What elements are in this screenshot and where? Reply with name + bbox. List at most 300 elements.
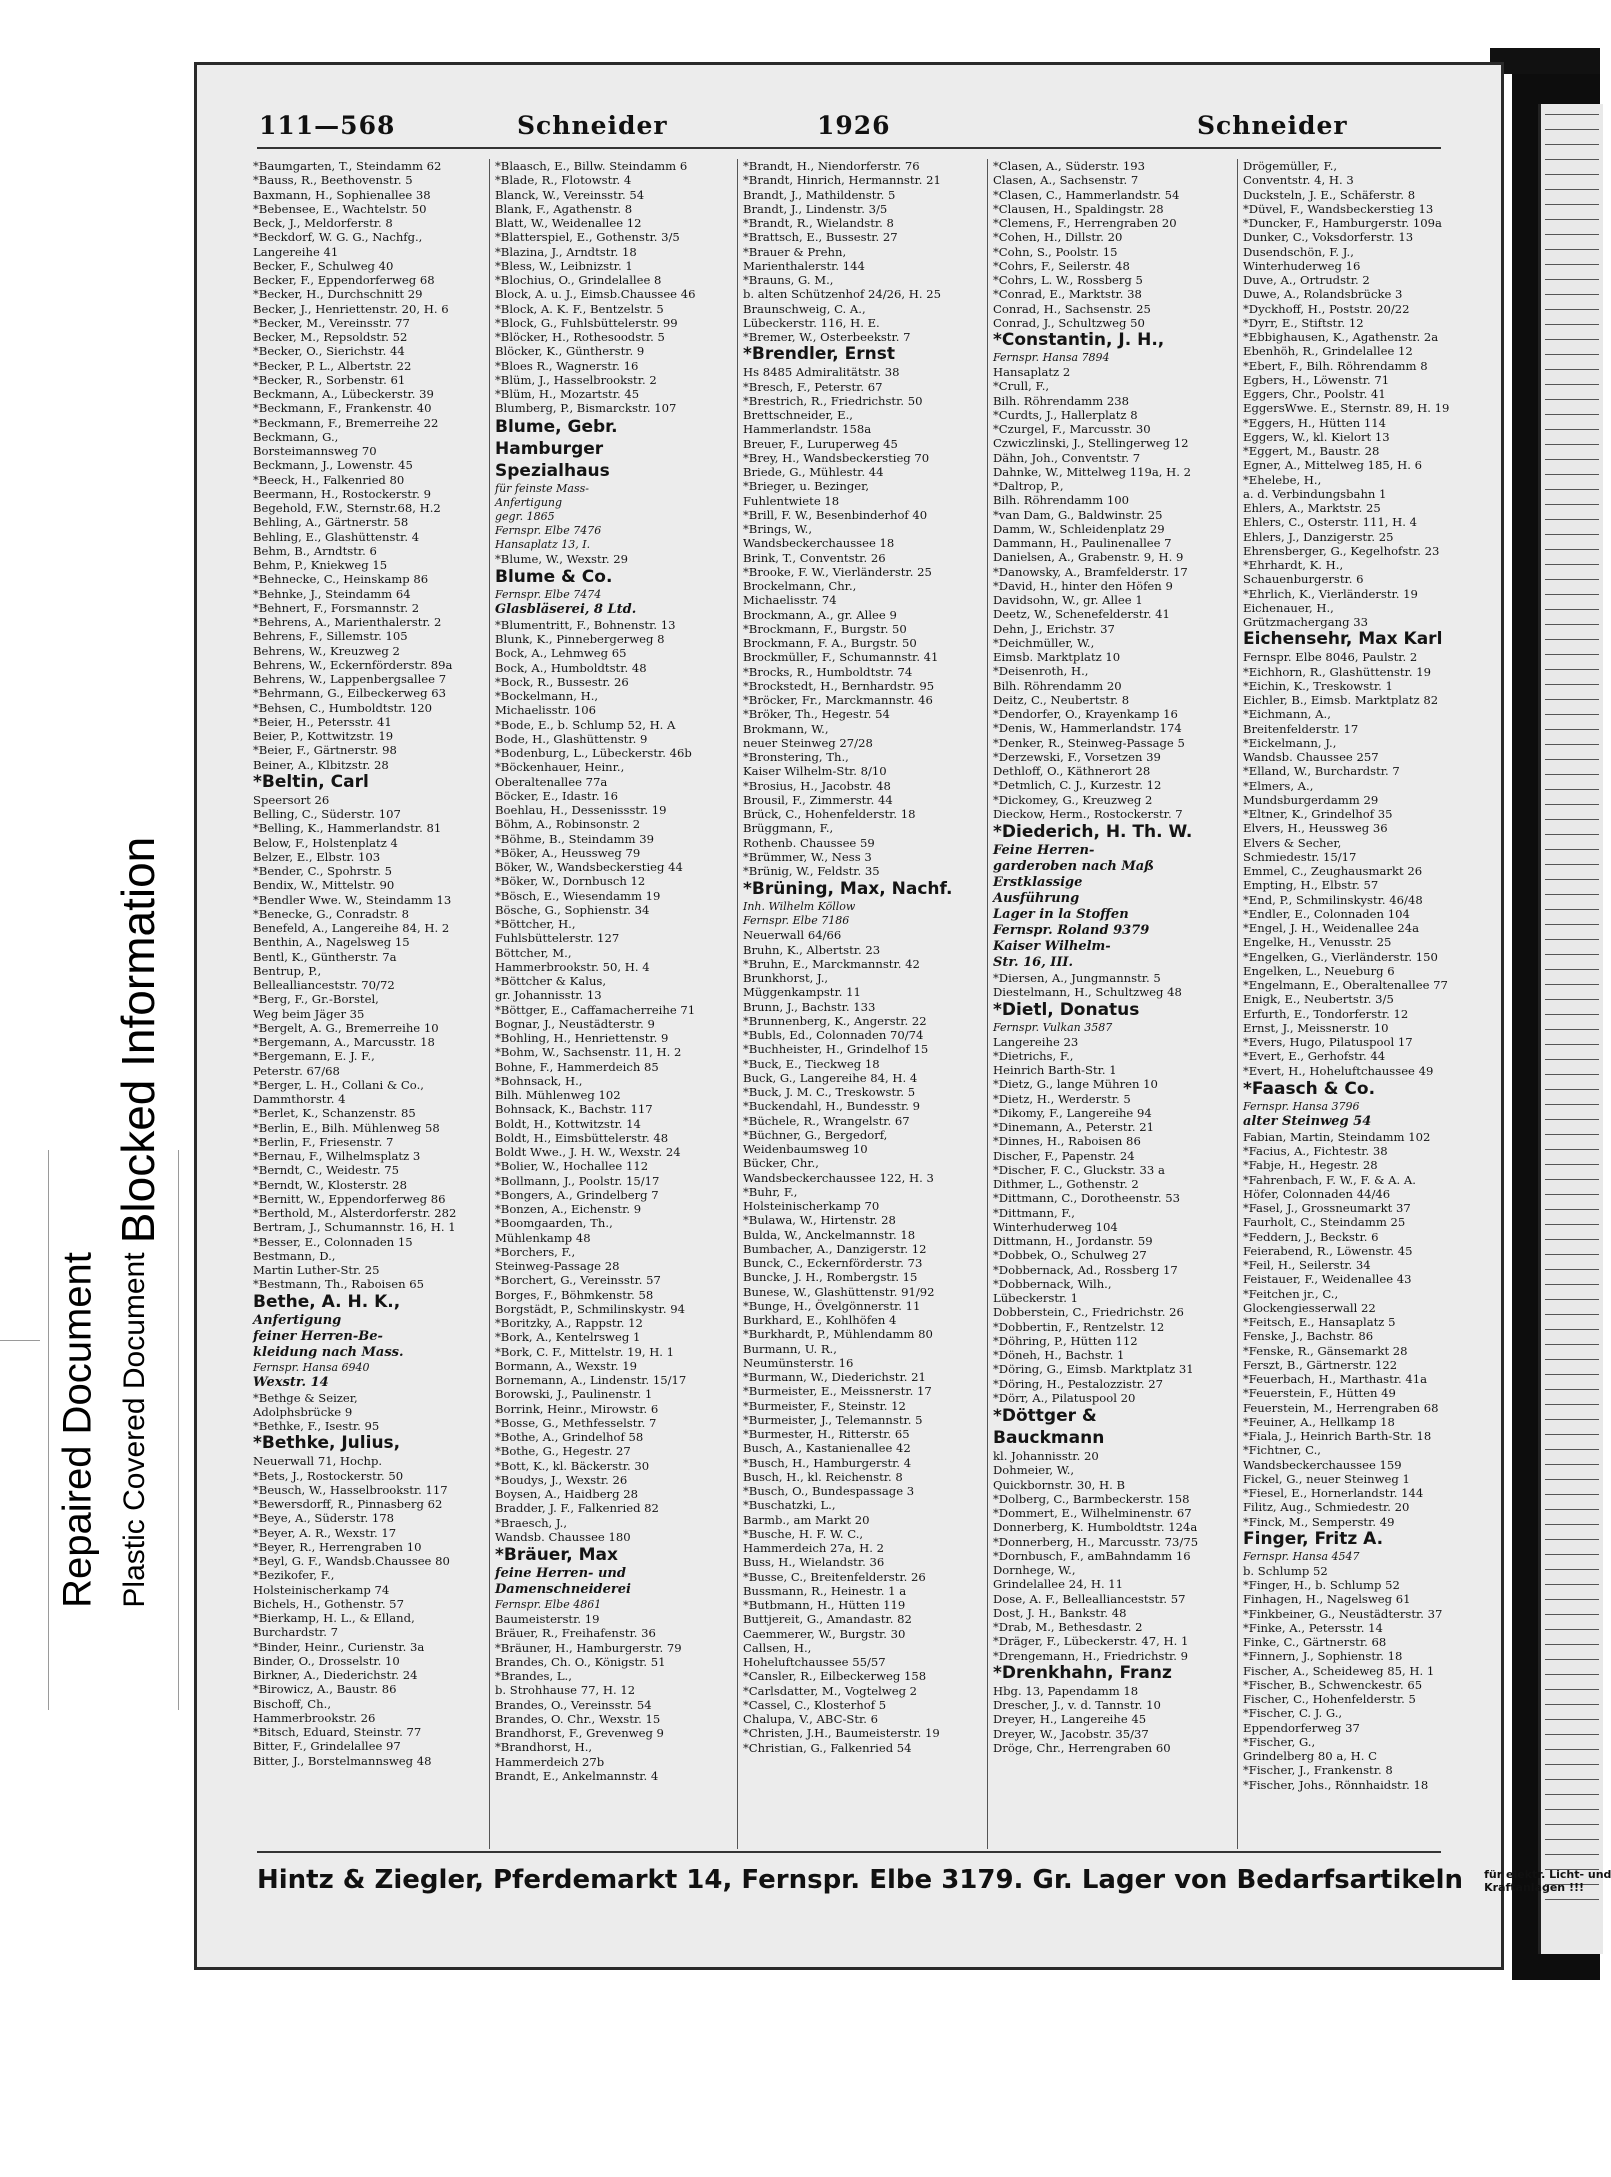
directory-entry: Brandt, J., Mathildenstr. 5 <box>743 187 896 202</box>
adjacent-text-line <box>1545 174 1599 175</box>
directory-entry: Buncke, J. H., Rombergstr. 15 <box>743 1270 918 1285</box>
directory-entry: Hansaplatz 13, I. <box>495 537 591 551</box>
directory-entry: Bösche, G., Sophienstr. 34 <box>495 902 650 917</box>
directory-entry: *Döring, H., Pestalozzistr. 27 <box>993 1376 1164 1391</box>
adjacent-text-line <box>1545 519 1599 520</box>
directory-entry: Feierabend, R., Löwenstr. 45 <box>1243 1243 1413 1258</box>
directory-entry: Bitter, J., Borstelmannsweg 48 <box>253 1753 432 1768</box>
directory-entry: Becker, F., Schulweg 40 <box>253 258 394 273</box>
directory-entry: *Bergemann, E. J. F., <box>253 1049 375 1064</box>
directory-entry: Fernspr. Hansa 6940 <box>253 1360 370 1374</box>
directory-entry: kl. Johannisstr. 20 <box>993 1449 1099 1463</box>
directory-entry: Brück, C., Hohenfelderstr. 18 <box>743 807 916 821</box>
directory-entry: *Döring, G., Eimsb. Marktplatz 31 <box>993 1362 1194 1377</box>
directory-entry: *Conrad, E., Marktstr. 38 <box>993 287 1142 302</box>
directory-entry: *Eggers, H., Hütten 114 <box>1243 415 1387 430</box>
adjacent-text-line <box>1545 159 1599 160</box>
directory-entry: Boldt Wwe., J. H. W., Wexstr. 24 <box>495 1145 681 1159</box>
directory-entry: Egbers, H., Löwenstr. 71 <box>1243 372 1390 387</box>
directory-entry: Danielsen, A., Grabenstr. 9, H. 9 <box>993 550 1184 565</box>
directory-entry: *Birowicz, A., Baustr. 86 <box>253 1682 397 1697</box>
directory-entry: *Böttcher, H., <box>495 917 576 931</box>
directory-entry: *Finkbeiner, G., Neustädterstr. 37 <box>1243 1606 1443 1621</box>
directory-entry: *Brocks, R., Humboldtstr. 74 <box>743 664 913 679</box>
directory-entry: Lübeckerstr. 1 <box>993 1291 1078 1305</box>
directory-entry: Neumünsterstr. 16 <box>743 1355 854 1370</box>
directory-entry: *Danowsky, A., Bramfelderstr. 17 <box>993 564 1188 579</box>
directory-entry: Kaiser Wilhelm- <box>993 939 1111 954</box>
directory-entry: *Cohrs, L. W., Rossberg 5 <box>993 273 1143 287</box>
directory-entry: *Ebbighausen, K., Agathenstr. 2a <box>1243 330 1439 344</box>
directory-entry: *Brunnenberg, K., Angerstr. 22 <box>743 1013 927 1028</box>
adjacent-text-line <box>1545 1749 1599 1750</box>
directory-entry: *Ebert, F., Bilh. Röhrendamm 8 <box>1243 358 1428 373</box>
directory-entry: Steinweg-Passage 28 <box>495 1259 620 1273</box>
directory-entry: *Evers, Hugo, Pilatuspool 17 <box>1243 1035 1413 1049</box>
directory-entry: *David, H., hinter den Höfen 9 <box>993 578 1173 593</box>
directory-entry: Hbg. 13, Papendamm 18 <box>993 1683 1139 1698</box>
directory-entry: Diestelmann, H., Schultzweg 48 <box>993 985 1182 1000</box>
directory-entry: *Bets, J., Rostockerstr. 50 <box>253 1468 404 1483</box>
directory-entry: *Butbmann, H., Hütten 119 <box>743 1598 906 1612</box>
directory-entry: Brunkhorst, J., <box>743 971 829 985</box>
directory-entry: Begehold, F.W., Sternstr.68, H.2 <box>253 501 441 515</box>
directory-entry: *Döttger & <box>993 1406 1097 1426</box>
directory-entry: Bräuer, R., Freihafenstr. 36 <box>495 1626 656 1641</box>
adjacent-text-line <box>1545 1059 1599 1060</box>
directory-entry: Hoheluftchaussee 55/57 <box>743 1655 886 1669</box>
directory-entry: *Böckenhauer, Heinr., <box>495 760 625 775</box>
directory-entry: *Behrmann, G., Eilbeckerweg 63 <box>253 686 447 701</box>
adjacent-text-line <box>1545 1704 1599 1705</box>
directory-entry: Eggers, W., kl. Kielort 13 <box>1243 429 1390 444</box>
directory-entry: *Becker, H., Durchschnitt 29 <box>253 287 423 302</box>
directory-entry: Dittmann, H., Jordanstr. 59 <box>993 1234 1153 1248</box>
directory-entry: *Cansler, R., Eilbeckerweg 158 <box>743 1669 927 1684</box>
adjacent-text-line <box>1545 1824 1599 1825</box>
adjacent-text-line <box>1545 1269 1599 1270</box>
adjacent-text-line <box>1545 1899 1599 1900</box>
directory-entry: Feistauer, F., Weidenallee 43 <box>1243 1272 1412 1287</box>
directory-entry: Bilh. Röhrendamm 100 <box>993 493 1129 508</box>
directory-entry: *Burmeister, J., Telemannstr. 5 <box>743 1412 923 1427</box>
directory-entry: Block, A. u. J., Eimsb.Chaussee 46 <box>495 287 696 302</box>
running-head-right: Schneider <box>1197 111 1348 140</box>
directory-entry: *Brill, F. W., Besenbinderhof 40 <box>743 507 928 522</box>
directory-entry: Bichels, H., Gothenstr. 57 <box>253 1596 404 1611</box>
adjacent-text-line <box>1545 669 1599 670</box>
directory-entry: Dose, A. F., Belleallianceststr. 57 <box>993 1591 1186 1606</box>
directory-entry: Bertram, J., Schumannstr. 16, H. 1 <box>253 1220 456 1235</box>
directory-entry: *Fiesel, E., Hornerlandstr. 144 <box>1243 1486 1424 1500</box>
directory-entry: Borges, F., Böhmkenstr. 58 <box>495 1287 654 1302</box>
directory-entry: Behrens, W., Lappenbergsallee 7 <box>253 672 447 686</box>
directory-entry: Bumbacher, A., Danzigerstr. 12 <box>743 1241 927 1256</box>
directory-entry: Wandsbeckerchaussee 122, H. 3 <box>743 1170 934 1185</box>
directory-entry: *Derzewski, F., Vorsetzen 39 <box>993 749 1161 764</box>
directory-entry: Eppendorferweg 37 <box>1243 1720 1360 1735</box>
directory-entry: Dammann, H., Paulinenallee 7 <box>993 536 1172 550</box>
directory-entry: Langereihe 23 <box>993 1034 1079 1049</box>
directory-entry: Blunk, K., Pinnebergerweg 8 <box>495 632 665 646</box>
directory-entry: *Bergemann, A., Marcusstr. 18 <box>253 1035 435 1049</box>
directory-entry: Glockengiesserwall 22 <box>1243 1300 1376 1315</box>
adjacent-text-line <box>1545 864 1599 865</box>
adjacent-text-line <box>1545 744 1599 745</box>
directory-entry: Fernspr. Elbe 4861 <box>495 1598 602 1611</box>
directory-entry: Borrink, Heinr., Mirowstr. 6 <box>495 1401 659 1416</box>
directory-entry: *Beckmann, F., Frankenstr. 40 <box>253 401 432 416</box>
directory-entry: *Döneh, H., Bachstr. 1 <box>993 1348 1125 1362</box>
directory-entry: *Clemens, F., Herrengraben 20 <box>993 216 1177 230</box>
directory-entry: Binder, O., Drosselstr. 10 <box>253 1653 400 1668</box>
directory-entry: *Buchheister, H., Grindelhof 15 <box>743 1042 929 1057</box>
directory-entry: Belling, C., Süderstr. 107 <box>253 807 401 821</box>
directory-entry: *Baumgarten, T., Steindamm 62 <box>253 159 442 173</box>
directory-entry: Clasen, A., Sachsenstr. 7 <box>993 173 1139 188</box>
adjacent-text-line <box>1545 1644 1599 1645</box>
directory-entry: *Berlin, E., Bilh. Mühlenweg 58 <box>253 1120 440 1135</box>
adjacent-text-line <box>1545 834 1599 835</box>
directory-entry: Behm, P., Kniekweg 15 <box>253 558 388 572</box>
directory-entry: *Bless, W., Leibnizstr. 1 <box>495 258 633 273</box>
directory-entry: Bilh. Mühlenweg 102 <box>495 1088 621 1102</box>
directory-entry: feine Herren- und <box>495 1566 626 1581</box>
directory-entry: *Blazina, J., Arndtstr. 18 <box>495 244 637 259</box>
adjacent-text-line <box>1545 1044 1599 1045</box>
directory-entry: Speersort 26 <box>253 792 330 807</box>
adjacent-text-line <box>1545 1314 1599 1315</box>
directory-entry: *Duncker, F., Hamburgerstr. 109a <box>1243 216 1442 230</box>
directory-entry: *Bubls, Ed., Colonnaden 70/74 <box>743 1028 924 1042</box>
directory-entry: *Dittmann, F., <box>993 1205 1075 1220</box>
adjacent-text-line <box>1545 969 1599 970</box>
adjacent-page-edge <box>1512 74 1600 1980</box>
directory-entry: *Denis, W., Hammerlandstr. 174 <box>993 721 1182 736</box>
directory-entry: Barmb., am Markt 20 <box>743 1512 870 1527</box>
directory-entry: *Beckmann, F., Bremerreihe 22 <box>253 415 439 430</box>
directory-entry: Langereihe 41 <box>253 244 339 259</box>
directory-entry: Ebenhöh, R., Grindelallee 12 <box>1243 344 1413 359</box>
directory-entry: Dobberstein, C., Friedrichstr. 26 <box>993 1305 1184 1320</box>
directory-entry: *Binder, Heinr., Curienstr. 3a <box>253 1639 425 1654</box>
directory-entry: *Brandes, L., <box>495 1669 572 1683</box>
directory-entry: *Dobbertin, F., Rentzelstr. 12 <box>993 1319 1165 1334</box>
directory-entry: *Ehrhardt, K. H., <box>1243 558 1344 572</box>
directory-entry: Enigk, E., Neubertstr. 3/5 <box>1243 992 1394 1007</box>
directory-entry: *Fiala, J., Heinrich Barth-Str. 18 <box>1243 1429 1432 1443</box>
directory-entry: *Becker, R., Sorbenstr. 61 <box>253 372 406 387</box>
adjacent-text-line <box>1545 1089 1599 1090</box>
directory-entry: Busch, A., Kastanienallee 42 <box>743 1441 911 1456</box>
directory-entry: *Bork, A., Kentelrsweg 1 <box>495 1330 641 1345</box>
directory-entry: *Bernau, F., Wilhelmsplatz 3 <box>253 1149 421 1163</box>
directory-entry: feiner Herren-Be- <box>253 1328 383 1344</box>
directory-entry: gegr. 1865 <box>495 509 555 523</box>
directory-entry: Rothenb. Chaussee 59 <box>743 835 875 850</box>
directory-entry: *Boomgaarden, Th., <box>495 1216 613 1231</box>
directory-entry: Eimsb. Marktplatz 10 <box>993 650 1121 664</box>
footer-rule <box>257 1851 1441 1853</box>
directory-entry: *Eltner, K., Grindelhof 35 <box>1243 807 1393 821</box>
directory-entry: Braunschweig, C. A., <box>743 301 866 316</box>
directory-entry: *Blüm, J., Hasselbrookstr. 2 <box>495 372 657 387</box>
directory-entry: Dithmer, L., Gothenstr. 2 <box>993 1177 1139 1191</box>
directory-entry: Drescher, J., v. d. Tannstr. 10 <box>993 1698 1161 1712</box>
directory-entry: *Cohn, S., Poolstr. 15 <box>993 244 1118 259</box>
directory-entry: Egner, A., Mittelweg 185, H. 6 <box>1243 458 1422 473</box>
directory-entry: Fuhlentwiete 18 <box>743 493 840 508</box>
directory-entry: *Berlin, F., Friesenstr. 7 <box>253 1134 394 1149</box>
directory-entry: Caemmerer, W., Burgstr. 30 <box>743 1626 906 1641</box>
adjacent-text-line <box>1545 114 1599 115</box>
adjacent-text-line <box>1545 309 1599 310</box>
adjacent-text-line <box>1545 1299 1599 1300</box>
directory-entry: Conrad, J., Schultzweg 50 <box>993 315 1145 330</box>
directory-entry: *Bothe, G., Hegestr. 27 <box>495 1444 631 1459</box>
directory-entry: *Bröker, Th., Hegestr. 54 <box>743 707 890 722</box>
directory-entry: Behm, B., Arndtstr. 6 <box>253 543 377 558</box>
adjacent-text-line <box>1545 1149 1599 1150</box>
adjacent-text-line <box>1545 999 1599 1000</box>
adjacent-text-line <box>1545 1689 1599 1690</box>
directory-entry: Dieckow, Herm., Rostockerstr. 7 <box>993 806 1183 821</box>
adjacent-text-line <box>1545 1569 1599 1570</box>
directory-entry: Brandes, O. Chr., Wexstr. 15 <box>495 1711 661 1726</box>
directory-entry: *Brattsch, E., Bussestr. 27 <box>743 230 898 245</box>
footer-small-line-2: Kraftanlagen !!! <box>1484 1880 1585 1894</box>
directory-entry: Burmann, U. R., <box>743 1341 837 1356</box>
directory-entry: kleidung nach Mass. <box>253 1344 404 1360</box>
directory-entry: *Dobbernack, Ad., Rossberg 17 <box>993 1262 1178 1277</box>
adjacent-text-line <box>1545 1134 1599 1135</box>
directory-entry: Bentrup, P., <box>253 963 322 978</box>
adjacent-text-line <box>1545 249 1599 250</box>
directory-entry: Martin Luther-Str. 25 <box>253 1263 380 1277</box>
directory-entry: Erfurth, E., Tondorferstr. 12 <box>1243 1006 1409 1021</box>
adjacent-text-line <box>1545 609 1599 610</box>
directory-entry: Schmiedestr. 15/17 <box>1243 849 1357 864</box>
directory-entry: *Drengemann, H., Friedrichstr. 9 <box>993 1648 1189 1663</box>
directory-entry: *Borchers, F., <box>495 1244 576 1259</box>
directory-entry: *Bohling, H., Henriettenstr. 9 <box>495 1031 669 1045</box>
adjacent-text-line <box>1545 489 1599 490</box>
directory-entry: *Berlet, K., Schanzenstr. 85 <box>253 1106 416 1121</box>
directory-entry: *Finnern, J., Sophienstr. 18 <box>1243 1649 1403 1664</box>
directory-entry: *Finke, A., Petersstr. 14 <box>1243 1620 1383 1635</box>
directory-entry: Wandsb. Chaussee 257 <box>1243 750 1379 764</box>
directory-entry: *Dickomey, G., Kreuzweg 2 <box>993 792 1153 807</box>
directory-entry: Bock, A., Lehmweg 65 <box>495 646 627 661</box>
directory-entry: *Beusch, W., Hasselbrookstr. 117 <box>253 1482 448 1497</box>
directory-entry: Bauckmann <box>993 1428 1105 1448</box>
directory-entry: *Beeck, H., Falkenried 80 <box>253 472 405 487</box>
directory-entry: *Bode, E., b. Schlump 52, H. A <box>495 717 676 732</box>
directory-entry: Boehlau, H., Dessenissstr. 19 <box>495 803 667 817</box>
directory-entry: Deitz, C., Neubertstr. 8 <box>993 692 1130 707</box>
adjacent-text-line <box>1545 849 1599 850</box>
adjacent-text-line <box>1545 1164 1599 1165</box>
directory-entry: Breitenfelderstr. 17 <box>1243 721 1359 736</box>
directory-entry: Bulda, W., Anckelmannstr. 18 <box>743 1227 916 1242</box>
directory-entry: *Dolberg, C., Barmbeckerstr. 158 <box>993 1491 1190 1506</box>
column-divider <box>489 159 490 1849</box>
directory-entry: *Block, A. K. F., Bentzelstr. 5 <box>495 301 664 316</box>
adjacent-text-line <box>1545 1329 1599 1330</box>
directory-entry: Bohne, F., Hammerdeich 85 <box>495 1059 659 1074</box>
page-number: 111—568 <box>259 111 396 140</box>
adjacent-text-line <box>1545 924 1599 925</box>
directory-entry: Brandes, Ch. O., Königstr. 51 <box>495 1654 666 1669</box>
label-guide-line <box>178 1150 179 1710</box>
directory-entry: *Bethge & Seizer, <box>253 1390 358 1405</box>
adjacent-text-line <box>1545 684 1599 685</box>
directory-entry: *Brooke, F. W., Vierländerstr. 25 <box>743 564 932 579</box>
directory-entry: Mundsburgerdamm 29 <box>1243 792 1379 807</box>
adjacent-text-line <box>1545 429 1599 430</box>
adjacent-text-line <box>1545 984 1599 985</box>
footer-ad-text: Hintz & Ziegler, Pferdemarkt 14, Fernspr. Elbe 3179. Gr. Lager von Bedarfsartikeln <box>257 1865 1464 1895</box>
directory-entry: *Bierkamp, H. L., & Elland, <box>253 1611 415 1625</box>
directory-entry: *Brauer & Prehn, <box>743 244 847 259</box>
directory-entry: *Brandt, H., Niendorferstr. 76 <box>743 159 920 173</box>
directory-entry: Brockmann, F. A., Burgstr. 50 <box>743 636 917 650</box>
directory-entry: *Fenske, R., Gänsemarkt 28 <box>1243 1343 1408 1358</box>
directory-entry: *Beyer, R., Herrengraben 10 <box>253 1539 422 1554</box>
directory-entry: *Brosius, H., Jacobstr. 48 <box>743 778 891 793</box>
directory-entry: Discher, F., Papenstr. 24 <box>993 1148 1135 1163</box>
directory-entry: *Borchert, G., Vereinsstr. 57 <box>495 1273 661 1288</box>
adjacent-text-line <box>1545 1839 1599 1840</box>
adjacent-text-line <box>1545 1374 1599 1375</box>
directory-entry: *Dommert, E., Wilhelminenstr. 67 <box>993 1506 1192 1520</box>
directory-entry: *Brauns, G. M., <box>743 273 834 287</box>
directory-entry: *Bergelt, A. G., Bremerreihe 10 <box>253 1020 439 1035</box>
directory-entry: *Feil, H., Seilerstr. 34 <box>1243 1258 1371 1272</box>
directory-entry: *Burmeister, E., Meissnerstr. 17 <box>743 1384 932 1399</box>
directory-entry: *Bräuer, Max <box>495 1545 618 1565</box>
directory-entry: *Brümmer, W., Ness 3 <box>743 849 872 864</box>
repaired-document-text: Repaired Document <box>55 1252 100 1608</box>
adjacent-text-line <box>1545 234 1599 235</box>
directory-entry: *Fischer, B., Schwenckestr. 65 <box>1243 1677 1423 1692</box>
directory-entry: Erstklassige <box>993 875 1083 890</box>
directory-entry: Filitz, Aug., Schmiedestr. 20 <box>1243 1500 1410 1515</box>
directory-entry: *Dyrr, E., Stiftstr. 12 <box>1243 315 1364 330</box>
adjacent-text-line <box>1545 1734 1599 1735</box>
directory-entry: Belzer, E., Elbstr. 103 <box>253 849 381 864</box>
directory-entry: *Blatterspiel, E., Gothenstr. 3/5 <box>495 230 680 245</box>
adjacent-text-line <box>1545 1449 1599 1450</box>
adjacent-text-line <box>1545 459 1599 460</box>
directory-entry: Weg beim Jäger 35 <box>253 1006 365 1021</box>
adjacent-text-line <box>1545 879 1599 880</box>
directory-entry: *Block, G., Fuhlsbüttelerstr. 99 <box>495 315 678 330</box>
directory-entry: *Bendler Wwe. W., Steindamm 13 <box>253 892 452 907</box>
directory-entry: Buck, G., Langereihe 84, H. 4 <box>743 1070 918 1085</box>
directory-entry: *Dendorfer, O., Krayenkamp 16 <box>993 707 1178 721</box>
adjacent-text-line <box>1545 129 1599 130</box>
directory-entry: Briede, G., Mühlestr. 44 <box>743 465 884 479</box>
directory-entry: Finke, C., Gärtnerstr. 68 <box>1243 1635 1387 1649</box>
column-3 <box>743 159 983 1849</box>
directory-entry: *Buhr, F., <box>743 1184 798 1199</box>
directory-entry: *Feuerbach, H., Marthastr. 41a <box>1243 1372 1428 1386</box>
directory-entry: Brüggmann, F., <box>743 821 834 836</box>
directory-entry: Beckmann, G., <box>253 429 339 444</box>
adjacent-text-line <box>1545 399 1599 400</box>
directory-entry: Fernspr. Elbe 7476 <box>495 523 602 537</box>
directory-entry: Grindelallee 24, H. 11 <box>993 1577 1124 1592</box>
directory-entry: Schauenburgerstr. 6 <box>1243 572 1364 587</box>
directory-entry: Inh. Wilhelm Köllow <box>743 900 856 914</box>
directory-entry: *Clasen, C., Hammerlandstr. 54 <box>993 187 1180 202</box>
directory-entry: *Brünig, W., Feldstr. 35 <box>743 864 880 878</box>
adjacent-text-line <box>1545 324 1599 325</box>
directory-entry: Boldt, H., Eimsbüttelerstr. 48 <box>495 1130 669 1145</box>
directory-entry: garderoben nach Maß <box>993 859 1155 874</box>
directory-entry: *Busch, H., Hamburgerstr. 4 <box>743 1455 912 1470</box>
directory-entry: *Constantin, J. H., <box>993 330 1165 350</box>
directory-entry: Brandhorst, F., Grevenweg 9 <box>495 1726 664 1740</box>
directory-entry: Eichenauer, H., <box>1243 600 1334 615</box>
directory-entry: *Dikomy, F., Langereihe 94 <box>993 1105 1152 1120</box>
directory-entry: *Bronstering, Th., <box>743 750 849 764</box>
directory-entry: Bendix, W., Mittelstr. 90 <box>253 878 395 893</box>
directory-entry: Dunker, C., Voksdorferstr. 13 <box>1243 230 1414 245</box>
adjacent-text-line <box>1545 819 1599 820</box>
directory-entry: *Bolier, W., Hochallee 112 <box>495 1159 649 1174</box>
directory-entry: Bock, A., Humboldtstr. 48 <box>495 660 647 675</box>
directory-entry: Elvers, H., Heussweg 36 <box>1243 821 1388 836</box>
directory-entry: Callsen, H., <box>743 1640 812 1655</box>
directory-entry: *Bosse, G., Methfesselstr. 7 <box>495 1415 657 1430</box>
directory-entry: Dusendschön, F. J., <box>1243 244 1354 259</box>
directory-entry: *Evert, E., Gerhofstr. 44 <box>1243 1049 1386 1064</box>
directory-entry: Michaelisstr. 74 <box>743 593 837 608</box>
directory-entry: Quickbornstr. 30, H. B <box>993 1477 1125 1492</box>
directory-entry: *Finck, M., Semperstr. 49 <box>1243 1514 1395 1529</box>
directory-entry: *Crull, F., <box>993 379 1050 394</box>
directory-entry: Blank, F., Agathenstr. 8 <box>495 201 633 216</box>
directory-entry: *Beier, F., Gärtnerstr. 98 <box>253 743 397 758</box>
directory-entry: Dreyer, W., Jacobstr. 35/37 <box>993 1726 1149 1741</box>
directory-entry: *Faasch & Co. <box>1243 1078 1376 1099</box>
directory-entry: Dahnke, W., Mittelweg 119a, H. 2 <box>993 464 1191 479</box>
directory-entry: *Cohrs, F., Seilerstr. 48 <box>993 258 1130 273</box>
directory-entry: Faurholt, C., Steindamm 25 <box>1243 1215 1406 1230</box>
directory-entry: Duwe, A., Rolandsbrücke 3 <box>1243 287 1403 302</box>
directory-entry: Busch, H., kl. Reichenstr. 8 <box>743 1469 903 1484</box>
adjacent-text-line <box>1545 789 1599 790</box>
adjacent-text-line <box>1545 1494 1599 1495</box>
directory-entry: *Bohnsack, H., <box>495 1073 583 1088</box>
adjacent-text-line <box>1545 729 1599 730</box>
directory-entry: Donnerberg, K. Humboldtstr. 124a <box>993 1520 1198 1535</box>
adjacent-text-line <box>1545 339 1599 340</box>
adjacent-text-line <box>1545 1614 1599 1615</box>
directory-entry: Bücker, Chr., <box>743 1156 819 1171</box>
directory-entry: Blumberg, P., Bismarckstr. 107 <box>495 401 677 416</box>
directory-entry: Hammerdeich 27a, H. 2 <box>743 1541 884 1555</box>
directory-entry: *Bewersdorff, R., Pinnasberg 62 <box>253 1497 443 1511</box>
directory-entry: Bornemann, A., Lindenstr. 15/17 <box>495 1373 687 1387</box>
column-divider <box>987 159 988 1849</box>
directory-entry: *Blaasch, E., Billw. Steindamm 6 <box>495 159 688 173</box>
adjacent-text-line <box>1545 204 1599 205</box>
directory-entry: Engelken, L., Neueburg 6 <box>1243 963 1395 978</box>
directory-entry: *Fischer, Johs., Rönnhaidstr. 18 <box>1243 1777 1429 1792</box>
